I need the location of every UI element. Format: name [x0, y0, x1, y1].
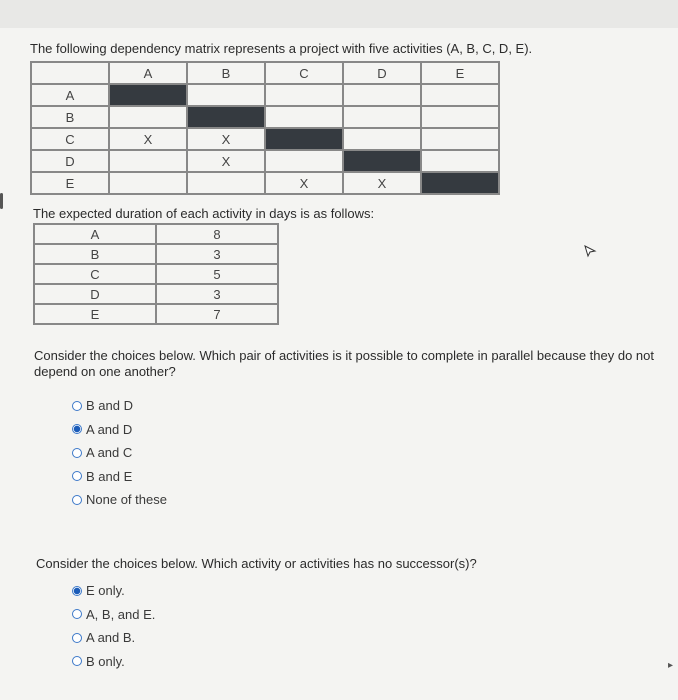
duration-table	[33, 223, 279, 325]
matrix-cell	[109, 84, 187, 106]
duration-days-cell: 3	[156, 284, 278, 304]
mouse-cursor-icon	[583, 244, 597, 258]
matrix-cell	[343, 106, 421, 128]
question-successor-text: Consider the choices below. Which activity or activities has no successor(s)?	[36, 556, 477, 571]
answer-option-label: A and D	[86, 421, 133, 437]
duration-days-cell: 7	[156, 304, 278, 324]
matrix-cell	[343, 150, 421, 172]
matrix-cell: X	[187, 128, 265, 150]
answer-option[interactable]	[72, 441, 167, 465]
answer-option-label: None of these	[86, 492, 167, 508]
question-successor-choices	[72, 579, 155, 673]
answer-option-label: B and E	[86, 468, 133, 484]
duration-row	[34, 264, 278, 284]
radio-selected-icon[interactable]	[72, 424, 82, 434]
matrix-column-header: C	[265, 62, 343, 84]
answer-option-label: B and D	[86, 398, 133, 414]
duration-row	[34, 244, 278, 264]
answer-option-label: A and B.	[86, 630, 136, 646]
radio-unselected-icon[interactable]	[72, 656, 82, 666]
answer-option-label: A, B, and E.	[86, 606, 156, 622]
duration-days-cell: 5	[156, 264, 278, 284]
duration-activity-cell: C	[34, 264, 156, 284]
radio-unselected-icon[interactable]	[72, 471, 82, 481]
matrix-cell	[187, 84, 265, 106]
matrix-cell	[421, 84, 499, 106]
matrix-row-header: C	[31, 128, 109, 150]
radio-unselected-icon[interactable]	[72, 495, 82, 505]
matrix-cell	[187, 106, 265, 128]
matrix-cell: X	[109, 128, 187, 150]
matrix-header-row	[31, 62, 499, 84]
radio-unselected-icon[interactable]	[72, 633, 82, 643]
answer-option[interactable]	[72, 579, 155, 603]
matrix-row	[31, 172, 499, 194]
answer-option[interactable]	[72, 650, 155, 674]
matrix-cell	[343, 128, 421, 150]
left-edge-marker	[0, 193, 3, 209]
matrix-row	[31, 150, 499, 172]
matrix-row	[31, 106, 499, 128]
matrix-cell	[421, 150, 499, 172]
matrix-cell	[421, 128, 499, 150]
matrix-cell	[421, 172, 499, 194]
radio-unselected-icon[interactable]	[72, 609, 82, 619]
matrix-column-header: E	[421, 62, 499, 84]
matrix-row-header: E	[31, 172, 109, 194]
duration-days-cell: 3	[156, 244, 278, 264]
duration-activity-cell: D	[34, 284, 156, 304]
answer-option[interactable]	[72, 418, 167, 442]
matrix-intro-text: The following dependency matrix represents a project with five activities (A, B, C, D, E).	[30, 41, 533, 56]
matrix-corner-cell	[31, 62, 109, 84]
question-parallel-choices	[72, 394, 167, 512]
matrix-column-header: A	[109, 62, 187, 84]
matrix-cell	[109, 150, 187, 172]
radio-unselected-icon[interactable]	[72, 401, 82, 411]
duration-row	[34, 224, 278, 244]
matrix-cell	[265, 84, 343, 106]
matrix-column-header: D	[343, 62, 421, 84]
scroll-arrow-icon[interactable]: ▸	[668, 660, 674, 671]
question-parallel-text: Consider the choices below. Which pair of activities is it possible to complete in parallel because they do not depend on one another?	[34, 348, 654, 379]
matrix-row-header: D	[31, 150, 109, 172]
matrix-cell	[265, 106, 343, 128]
answer-option[interactable]	[72, 465, 167, 489]
matrix-cell	[109, 172, 187, 194]
matrix-row	[31, 84, 499, 106]
answer-option[interactable]	[72, 488, 167, 512]
matrix-cell: X	[265, 172, 343, 194]
duration-activity-cell: A	[34, 224, 156, 244]
answer-option[interactable]	[72, 394, 167, 418]
durations-intro-text: The expected duration of each activity in days is as follows:	[33, 206, 375, 221]
radio-unselected-icon[interactable]	[72, 448, 82, 458]
matrix-cell	[265, 150, 343, 172]
answer-option-label: E only.	[86, 583, 125, 599]
duration-activity-cell: B	[34, 244, 156, 264]
matrix-cell	[187, 172, 265, 194]
duration-row	[34, 304, 278, 324]
top-bar	[0, 0, 678, 28]
matrix-cell: X	[187, 150, 265, 172]
matrix-cell	[343, 84, 421, 106]
matrix-cell	[421, 106, 499, 128]
duration-activity-cell: E	[34, 304, 156, 324]
answer-option-label: A and C	[86, 445, 133, 461]
answer-option[interactable]	[72, 626, 155, 650]
answer-option-label: B only.	[86, 653, 125, 669]
matrix-row-header: A	[31, 84, 109, 106]
matrix-column-header: B	[187, 62, 265, 84]
matrix-cell	[265, 128, 343, 150]
matrix-cell	[109, 106, 187, 128]
dependency-matrix	[30, 61, 500, 195]
duration-row	[34, 284, 278, 304]
answer-option[interactable]	[72, 603, 155, 627]
matrix-row-header: B	[31, 106, 109, 128]
matrix-row	[31, 128, 499, 150]
matrix-cell: X	[343, 172, 421, 194]
radio-selected-icon[interactable]	[72, 586, 82, 596]
duration-days-cell: 8	[156, 224, 278, 244]
